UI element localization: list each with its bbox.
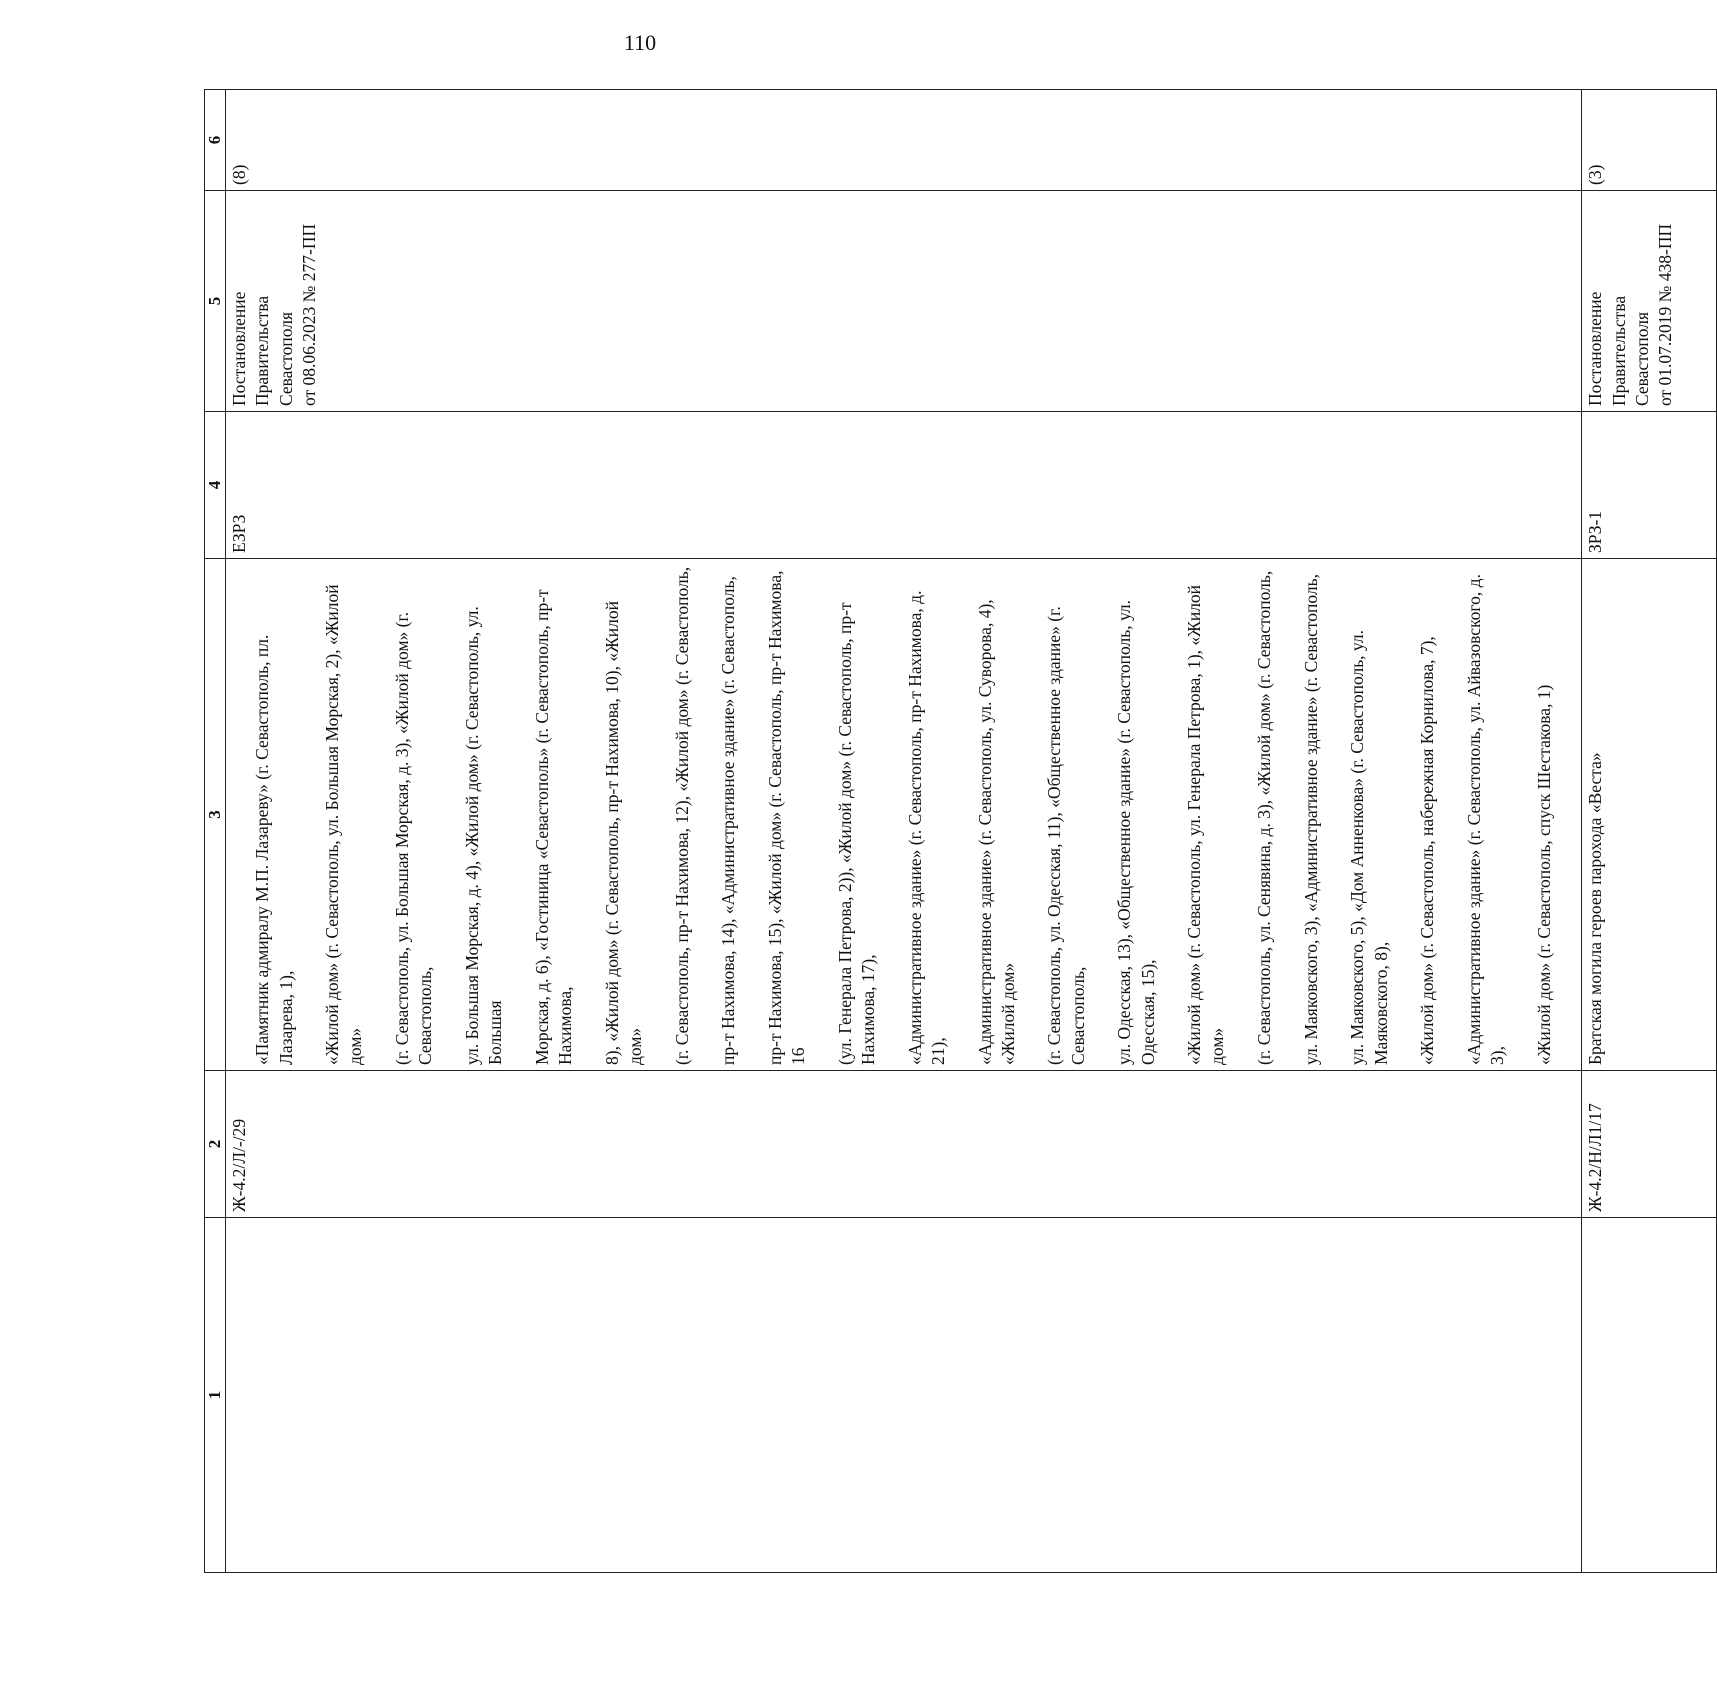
cell-document: Постановление Правительства Севастополя от 08.06.2023 № 277-ПП	[226, 191, 1582, 412]
table-header-row	[205, 90, 226, 1573]
objects-line: «Жилой дом» (г. Севастополь, набережная Корнилова, 7),	[1417, 636, 1438, 1065]
objects-line: ул. Одесская, 13), «Общественное здание» (г. Севастополь, ул. Одесская, 15),	[1114, 599, 1158, 1065]
cell-number	[226, 1218, 1582, 1573]
objects-line: ул. Маяковского, 5), «Дом Анненкова» (г. Севастополь, ул. Маяковского, 8),	[1347, 629, 1391, 1065]
table-row	[226, 90, 1582, 1573]
objects-line: (г. Севастополь, пр-т Нахимова, 12), «Жилой дом» (г. Севастополь,	[671, 566, 692, 1065]
cell-zone-type: ЗРЗ-1	[1582, 412, 1717, 559]
objects-line: пр-т Нахимова, 14), «Административное здание» (г. Севастополь,	[718, 576, 739, 1065]
cell-number	[1582, 1218, 1717, 1573]
cell-note: (8)	[226, 90, 1582, 191]
data-table	[204, 89, 1717, 1573]
objects-line: 8), «Жилой дом» (г. Севастополь, пр-т Нахимова, 10), «Жилой дом»	[601, 601, 646, 1065]
table-container	[204, 90, 1676, 1573]
cell-zone-code: Ж-4.2/Л/-/29	[226, 1071, 1582, 1218]
objects-line: «Административное здание» (г. Севастополь, ул. Суворова, 4), «Жилой дом»	[974, 599, 1018, 1065]
cell-objects: Братская могила героев парохода «Веста»	[1582, 559, 1717, 1071]
objects-line: «Жилой дом» (г. Севастополь, ул. Генерала Петрова, 1), «Жилой дом»	[1184, 584, 1228, 1065]
objects-line: «Административное здание» (г. Севастополь, пр-т Нахимова, д. 21),	[904, 590, 948, 1065]
objects-line: пр-т Нахимова, 15), «Жилой дом» (г. Севастополь, пр-т Нахимова, 16	[764, 570, 809, 1065]
objects-line: «Памятник адмиралу М.П. Лазареву» (г. Севастополь, пл. Лазарева, 1),	[252, 634, 296, 1065]
cell-zone-code: Ж-4.2/Н/Л1/17	[1582, 1071, 1717, 1218]
cell-document: Постановление Правительства Севастополя от 01.07.2019 № 438-ПП	[1582, 191, 1717, 412]
objects-line: «Жилой дом» (г. Севастополь, спуск Шестакова, 1)	[1533, 684, 1554, 1065]
objects-line: ул. Большая Морская, д. 4), «Жилой дом» (г. Севастополь, ул. Большая	[461, 606, 506, 1065]
objects-line: (ул. Генерала Петрова, 2)), «Жилой дом» (г. Севастополь, пр-т Нахимова, 17),	[834, 602, 879, 1065]
table-row	[1582, 90, 1717, 1573]
header-col-5: 5	[205, 191, 226, 412]
objects-line: ул. Маяковского, 3), «Административное здание» (г. Севастополь,	[1300, 574, 1321, 1065]
objects-line: (г. Севастополь, ул. Одесская, 11), «Общественное здание» (г. Севастополь,	[1044, 606, 1088, 1065]
cell-objects	[226, 559, 1582, 1071]
header-col-1: 1	[205, 1218, 226, 1573]
header-col-2: 2	[205, 1071, 226, 1218]
cell-zone-type: ЕЗРЗ	[226, 412, 1582, 559]
header-col-3: 3	[205, 559, 226, 1071]
objects-line: Морская, д. 6), «Гостиница «Севастополь» (г. Севастополь, пр-т Нахимова,	[531, 589, 576, 1065]
cell-note: (3)	[1582, 90, 1717, 191]
page-number: 110	[623, 30, 657, 55]
objects-line: «Жилой дом» (г. Севастополь, ул. Большая Морская, 2), «Жилой дом»	[322, 584, 366, 1065]
objects-line: (г. Севастополь, ул. Большая Морская, д. 3), «Жилой дом» (г. Севастополь,	[392, 611, 436, 1065]
header-col-6: 6	[205, 90, 226, 191]
objects-line: «Административное здание» (г. Севастополь, ул. Айвазовского, д. 3),	[1463, 574, 1508, 1065]
header-col-4: 4	[205, 412, 226, 559]
objects-line: (г. Севастополь, ул. Сенявина, д. 3), «Жилой дом» (г. Севастополь,	[1254, 570, 1275, 1065]
